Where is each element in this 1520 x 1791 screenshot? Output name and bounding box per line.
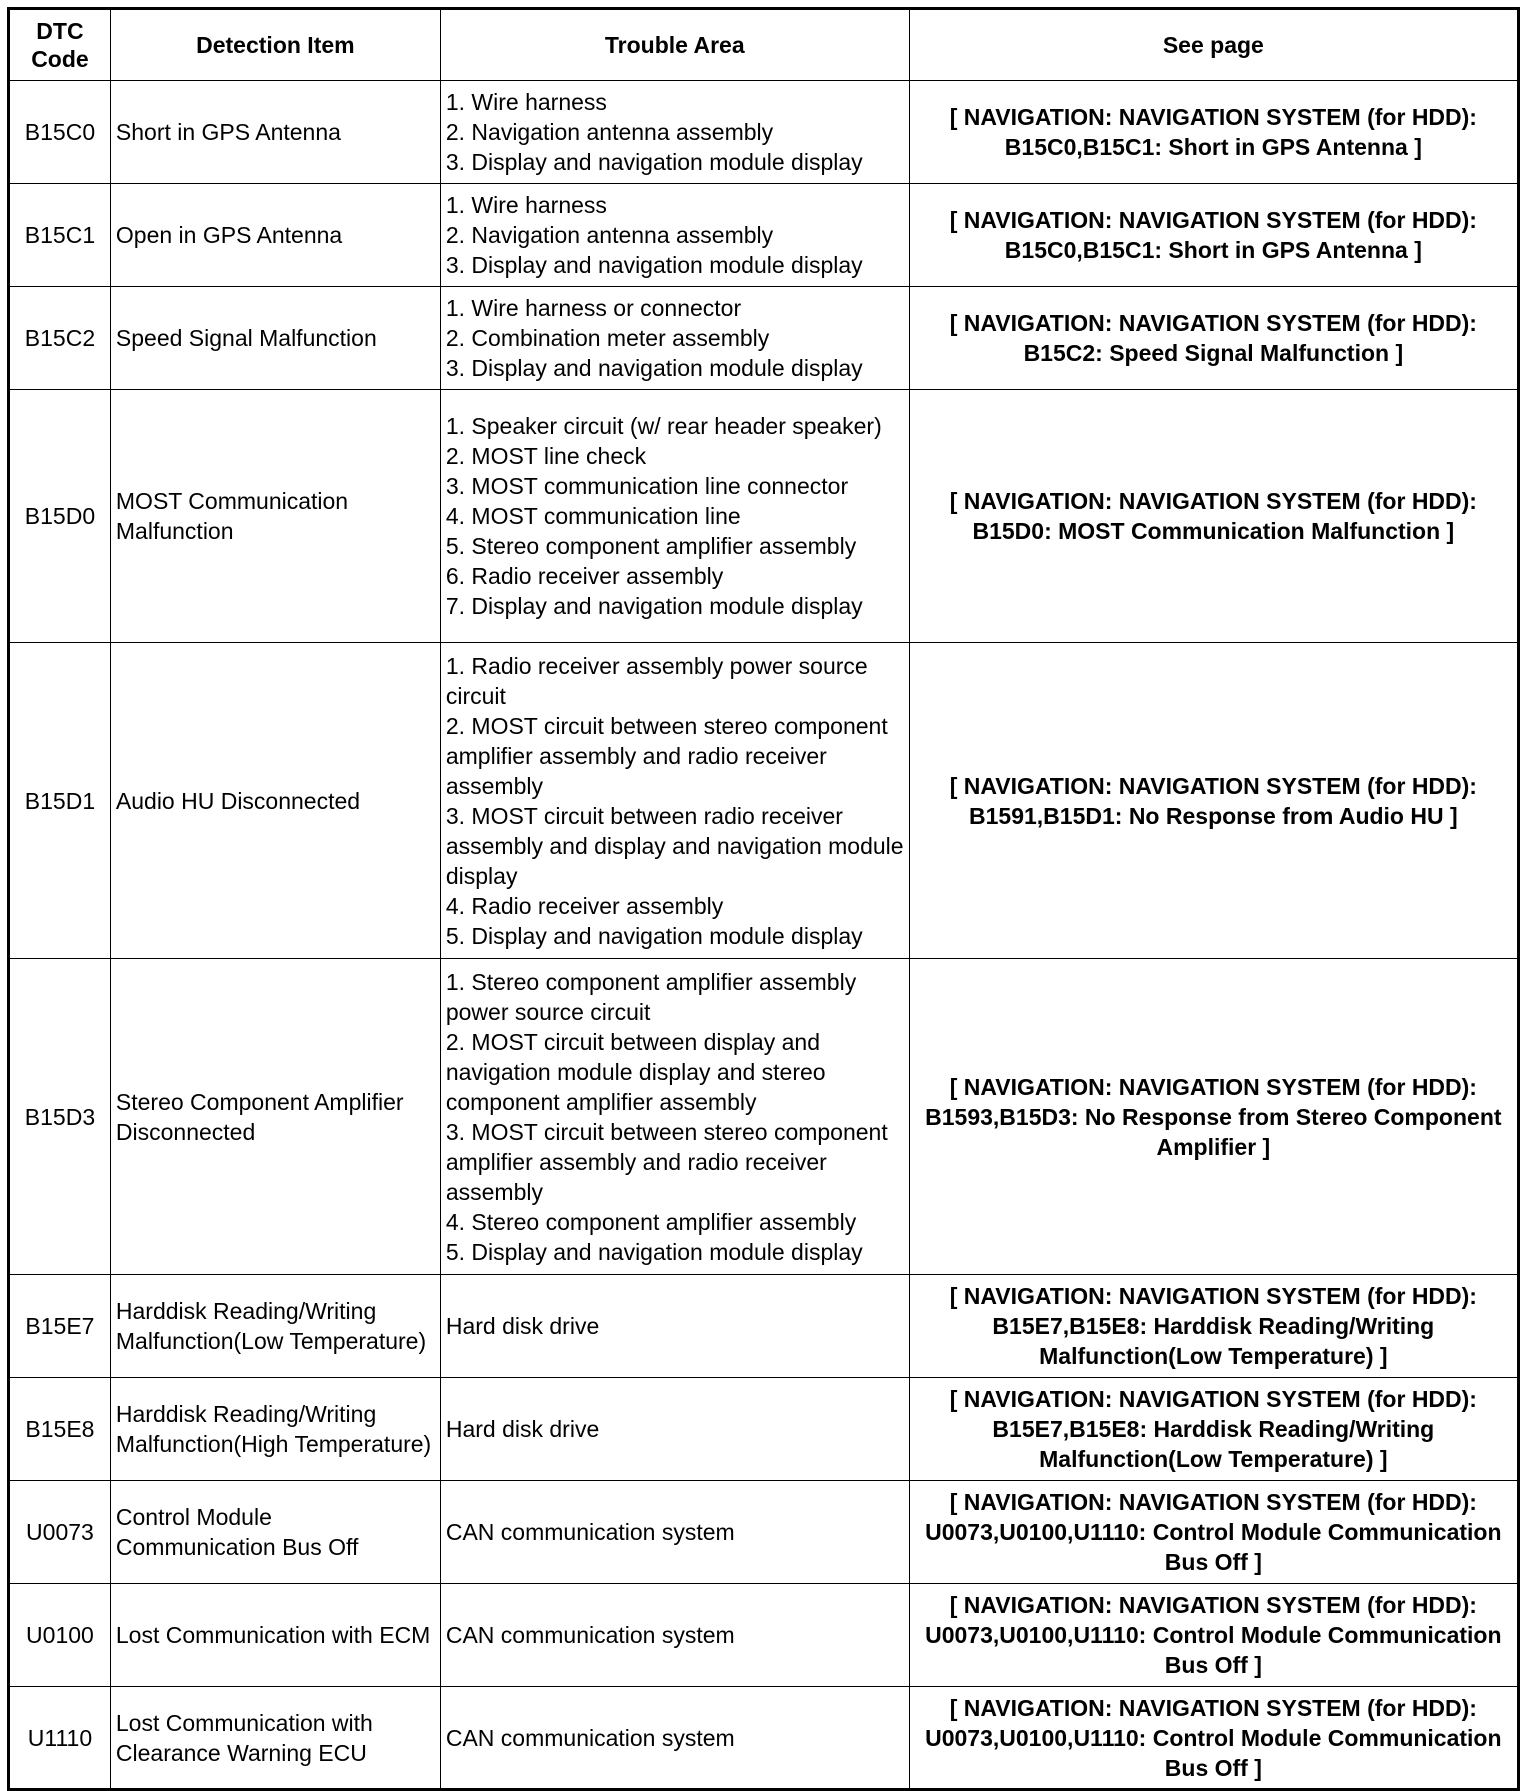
trouble-area-cell <box>440 390 909 643</box>
table-row <box>9 287 1519 390</box>
trouble-area-line: 4. Stereo component amplifier assembly <box>445 1208 857 1235</box>
dtc-table-container <box>7 7 1520 1791</box>
trouble-area-line: 3. Display and navigation module display <box>445 252 863 278</box>
trouble-area-line: 3. MOST circuit between stereo component amplifier assembly and radio receiver assembly <box>445 1118 888 1205</box>
table-row <box>9 1481 1519 1584</box>
see-page-link[interactable]: [ NAVIGATION: NAVIGATION SYSTEM (for HDD): B15C0,B15C1: Short in GPS Antenna ] <box>909 81 1518 184</box>
detection-item-cell: Harddisk Reading/Writing Malfunction(High Temperature) <box>110 1378 440 1481</box>
trouble-area-cell <box>440 1687 909 1790</box>
table-row <box>9 81 1519 184</box>
header-detection-item: Detection Item <box>110 9 440 81</box>
trouble-area-line: CAN communication system <box>445 1519 735 1545</box>
table-body <box>9 81 1519 1790</box>
detection-item-cell: Control Module Communication Bus Off <box>110 1481 440 1584</box>
dtc-code-cell: U1110 <box>9 1687 111 1790</box>
trouble-area-line: 5. Stereo component amplifier assembly <box>445 533 857 559</box>
table-row <box>9 959 1519 1275</box>
trouble-area-line: 2. Navigation antenna assembly <box>445 119 774 145</box>
trouble-area-line: CAN communication system <box>445 1724 735 1751</box>
trouble-area-line: 2. MOST circuit between stereo component amplifier assembly and radio receiver assembly <box>445 712 888 799</box>
table-row <box>9 390 1519 643</box>
see-page-link[interactable]: [ NAVIGATION: NAVIGATION SYSTEM (for HDD): U0073,U0100,U1110: Control Module Communication Bus Off ] <box>909 1687 1518 1790</box>
trouble-area-line: 2. MOST circuit between display and navigation module display and stereo component amplifier assembly <box>445 1028 826 1115</box>
detection-item-cell: Stereo Component Amplifier Disconnected <box>110 959 440 1275</box>
detection-item-cell: Lost Communication with ECM <box>110 1584 440 1687</box>
detection-item-cell: Speed Signal Malfunction <box>110 287 440 390</box>
trouble-area-line: 5. Display and navigation module display <box>445 922 863 949</box>
trouble-area-line: 1. Radio receiver assembly power source circuit <box>445 652 868 709</box>
see-page-link[interactable]: [ NAVIGATION: NAVIGATION SYSTEM (for HDD): B1591,B15D1: No Response from Audio HU ] <box>909 643 1518 959</box>
dtc-code-cell: U0100 <box>9 1584 111 1687</box>
trouble-area-line: 3. Display and navigation module display <box>445 355 863 381</box>
trouble-area-line: 7. Display and navigation module display <box>445 593 863 619</box>
header-see-page: See page <box>909 9 1518 81</box>
table-row <box>9 184 1519 287</box>
see-page-link[interactable]: [ NAVIGATION: NAVIGATION SYSTEM (for HDD): B1593,B15D3: No Response from Stereo Component Amplifier ] <box>909 959 1518 1275</box>
trouble-area-line: 1. Wire harness <box>445 89 607 115</box>
see-page-link[interactable]: [ NAVIGATION: NAVIGATION SYSTEM (for HDD): B15E7,B15E8: Harddisk Reading/Writing Malfunction(Low Temperature) ] <box>909 1275 1518 1378</box>
dtc-code-cell: B15C2 <box>9 287 111 390</box>
trouble-area-line: CAN communication system <box>445 1622 735 1648</box>
trouble-area-line: 4. MOST communication line <box>445 503 741 529</box>
trouble-area-line: Hard disk drive <box>445 1313 600 1339</box>
trouble-area-line: 1. Wire harness <box>445 192 607 218</box>
see-page-link[interactable]: [ NAVIGATION: NAVIGATION SYSTEM (for HDD): B15C2: Speed Signal Malfunction ] <box>909 287 1518 390</box>
dtc-code-cell: B15C1 <box>9 184 111 287</box>
see-page-link[interactable]: [ NAVIGATION: NAVIGATION SYSTEM (for HDD): B15C0,B15C1: Short in GPS Antenna ] <box>909 184 1518 287</box>
table-row <box>9 1584 1519 1687</box>
dtc-table <box>7 7 1520 1791</box>
see-page-link[interactable]: [ NAVIGATION: NAVIGATION SYSTEM (for HDD): B15E7,B15E8: Harddisk Reading/Writing Malfunction(Low Temperature) ] <box>909 1378 1518 1481</box>
trouble-area-line: 2. Combination meter assembly <box>445 325 770 351</box>
see-page-link[interactable]: [ NAVIGATION: NAVIGATION SYSTEM (for HDD): U0073,U0100,U1110: Control Module Communication Bus Off ] <box>909 1481 1518 1584</box>
trouble-area-cell <box>440 184 909 287</box>
dtc-code-cell: B15D3 <box>9 959 111 1275</box>
trouble-area-cell <box>440 1275 909 1378</box>
header-row <box>9 9 1519 81</box>
dtc-code-cell: B15E7 <box>9 1275 111 1378</box>
table-row <box>9 1378 1519 1481</box>
table-row <box>9 643 1519 959</box>
trouble-area-line: 6. Radio receiver assembly <box>445 563 724 589</box>
dtc-code-cell: B15E8 <box>9 1378 111 1481</box>
detection-item-cell: Lost Communication with Clearance Warning ECU <box>110 1687 440 1790</box>
trouble-area-cell <box>440 81 909 184</box>
detection-item-cell: Audio HU Disconnected <box>110 643 440 959</box>
dtc-code-cell: B15D1 <box>9 643 111 959</box>
trouble-area-line: 5. Display and navigation module display <box>445 1238 863 1265</box>
dtc-code-cell: B15C0 <box>9 81 111 184</box>
trouble-area-line: 1. Stereo component amplifier assembly power source circuit <box>445 968 857 1025</box>
trouble-area-cell <box>440 1378 909 1481</box>
trouble-area-line: 3. Display and navigation module display <box>445 149 863 175</box>
dtc-code-cell: U0073 <box>9 1481 111 1584</box>
detection-item-cell: Harddisk Reading/Writing Malfunction(Low Temperature) <box>110 1275 440 1378</box>
detection-item-cell: MOST Communication Malfunction <box>110 390 440 643</box>
trouble-area-cell <box>440 1584 909 1687</box>
trouble-area-line: 3. MOST communication line connector <box>445 473 849 499</box>
trouble-area-line: 3. MOST circuit between radio receiver assembly and display and navigation module display <box>445 802 904 889</box>
trouble-area-cell <box>440 643 909 959</box>
table-row <box>9 1687 1519 1790</box>
header-dtc-code: DTC Code <box>9 9 111 81</box>
trouble-area-line: 1. Wire harness or connector <box>445 295 742 321</box>
trouble-area-line: Hard disk drive <box>445 1416 600 1442</box>
see-page-link[interactable]: [ NAVIGATION: NAVIGATION SYSTEM (for HDD): U0073,U0100,U1110: Control Module Communication Bus Off ] <box>909 1584 1518 1687</box>
detection-item-cell: Open in GPS Antenna <box>110 184 440 287</box>
trouble-area-cell <box>440 287 909 390</box>
trouble-area-line: 2. Navigation antenna assembly <box>445 222 774 248</box>
table-header <box>9 9 1519 81</box>
header-trouble-area: Trouble Area <box>440 9 909 81</box>
see-page-link[interactable]: [ NAVIGATION: NAVIGATION SYSTEM (for HDD): B15D0: MOST Communication Malfunction ] <box>909 390 1518 643</box>
trouble-area-line: 2. MOST line check <box>445 443 647 469</box>
trouble-area-cell <box>440 959 909 1275</box>
trouble-area-cell <box>440 1481 909 1584</box>
table-row <box>9 1275 1519 1378</box>
trouble-area-line: 1. Speaker circuit (w/ rear header speaker) <box>445 413 882 439</box>
detection-item-cell: Short in GPS Antenna <box>110 81 440 184</box>
trouble-area-line: 4. Radio receiver assembly <box>445 892 724 919</box>
dtc-code-cell: B15D0 <box>9 390 111 643</box>
